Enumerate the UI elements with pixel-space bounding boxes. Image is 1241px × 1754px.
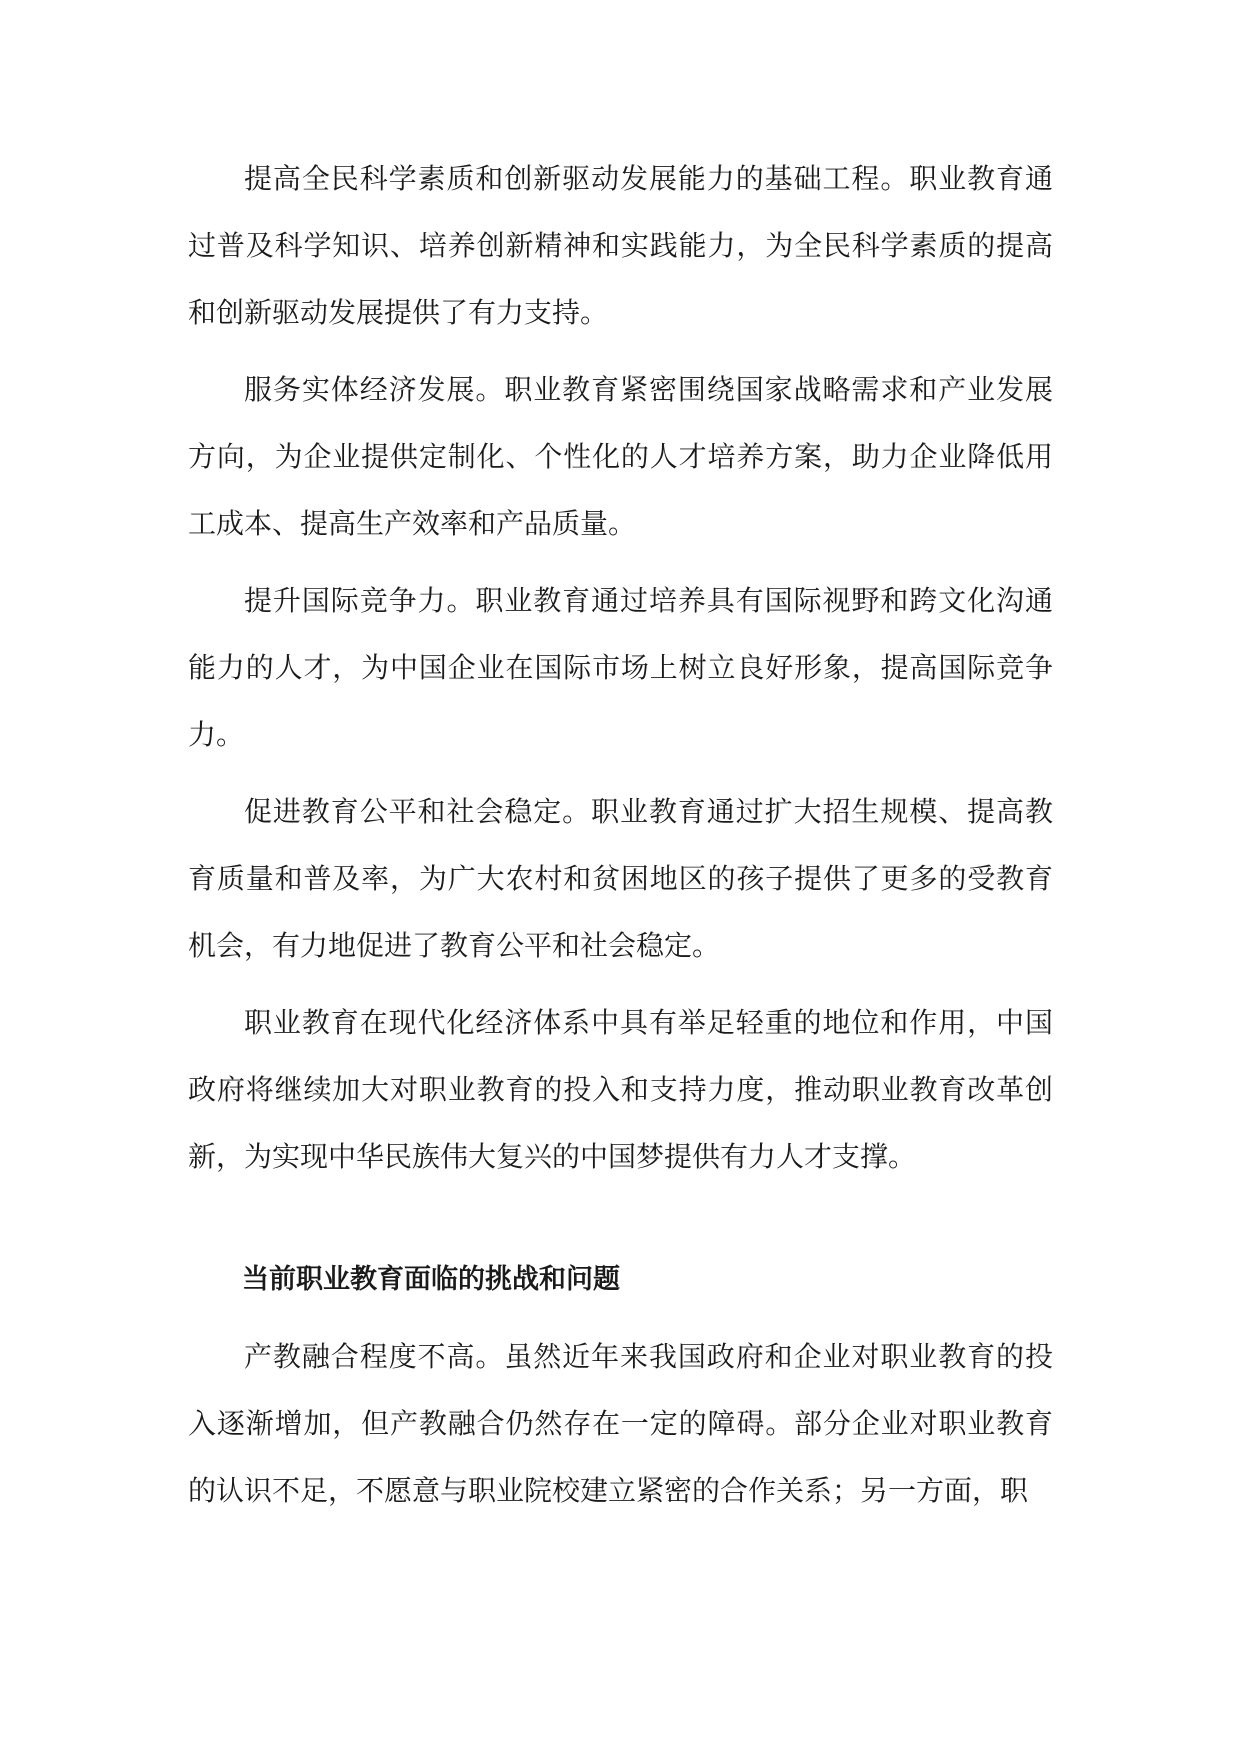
document-body: [188, 145, 1053, 1534]
paragraph-industry-education-integration: 产教融合程度不高。虽然近年来我国政府和企业对职业教育的投入逐渐增加，但产教融合仍然存在一定的障碍。部分企业对职业教育的认识不足，不愿意与职业院校建立紧密的合作关系；另一方面，职: [188, 1340, 1053, 1507]
paragraph-real-economy: 服务实体经济发展。职业教育紧密围绕国家战略需求和产业发展方向，为企业提供定制化、个性化的人才培养方案，助力企业降低用工成本、提高生产效率和产品质量。: [188, 373, 1053, 540]
paragraph-science-quality: 提高全民科学素质和创新驱动发展能力的基础工程。职业教育通过普及科学知识、培养创新精神和实践能力，为全民科学素质的提高和创新驱动发展提供了有力支持。: [188, 162, 1053, 329]
paragraph-education-equity: 促进教育公平和社会稳定。职业教育通过扩大招生规模、提高教育质量和普及率，为广大农村和贫困地区的孩子提供了更多的受教育机会，有力地促进了教育公平和社会稳定。: [188, 795, 1053, 962]
paragraph-summary: 职业教育在现代化经济体系中具有举足轻重的地位和作用，中国政府将继续加大对职业教育的投入和支持力度，推动职业教育改革创新，为实现中华民族伟大复兴的中国梦提供有力人才支撑。: [188, 1006, 1053, 1173]
section-heading: 当前职业教育面临的挑战和问题: [242, 1264, 620, 1295]
paragraph-international-competitiveness: 提升国际竞争力。职业教育通过培养具有国际视野和跨文化沟通能力的人才，为中国企业在国际市场上树立良好形象，提高国际竞争力。: [188, 584, 1053, 751]
